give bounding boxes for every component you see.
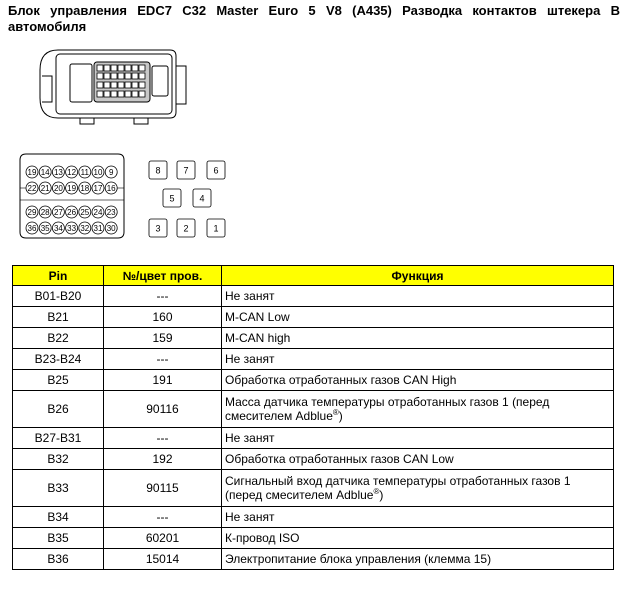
table-row — [13, 449, 614, 470]
table-row — [13, 549, 614, 570]
pin-number-label: 10 — [93, 168, 103, 177]
wire-cell: 160 — [104, 307, 222, 328]
function-cell — [222, 507, 614, 528]
table-row — [13, 528, 614, 549]
wire-cell: --- — [104, 428, 222, 449]
function-cell — [222, 549, 614, 570]
pin-number-label: 34 — [53, 224, 63, 233]
wire-cell: 90116 — [104, 391, 222, 428]
header-function: Функция — [222, 266, 614, 286]
pin-number-label: 5 — [169, 193, 175, 204]
pin-number-label: 33 — [67, 224, 77, 233]
wire-cell: 15014 — [104, 549, 222, 570]
pin-number-label: 30 — [106, 224, 116, 233]
pin-cell: B26 — [13, 391, 104, 428]
wire-cell: 60201 — [104, 528, 222, 549]
function-cell — [222, 307, 614, 328]
function-text: Не занят — [225, 289, 275, 303]
registered-mark: ® — [373, 487, 380, 496]
table-row — [13, 307, 614, 328]
table-row — [13, 507, 614, 528]
pin-number-label: 22 — [27, 184, 37, 193]
wire-cell: --- — [104, 286, 222, 307]
pin-number-label: 19 — [27, 168, 37, 177]
table-row — [13, 391, 614, 428]
function-cell — [222, 370, 614, 391]
wire-cell: 192 — [104, 449, 222, 470]
table-row — [13, 328, 614, 349]
function-text-tail: ) — [379, 488, 384, 502]
function-text: Масса датчика температуры отработанных газов 1 (перед смесителем Adblue — [225, 395, 550, 423]
pin-number-label: 20 — [53, 184, 63, 193]
function-text: Не занят — [225, 431, 275, 445]
function-cell — [222, 528, 614, 549]
header-pin: Pin — [13, 266, 104, 286]
pin-number-label: 32 — [80, 224, 90, 233]
pin-cell: B36 — [13, 549, 104, 570]
pin-number-label: 25 — [80, 208, 90, 217]
pin-cell: B34 — [13, 507, 104, 528]
function-cell — [222, 286, 614, 307]
pin-cell: B22 — [13, 328, 104, 349]
pin-cell: B21 — [13, 307, 104, 328]
pin-number-label: 8 — [155, 165, 161, 176]
pin-number-label: 21 — [40, 184, 50, 193]
registered-mark: ® — [332, 408, 339, 417]
function-cell — [222, 428, 614, 449]
table-row — [13, 428, 614, 449]
pin-number-label: 31 — [93, 224, 103, 233]
table-row — [13, 470, 614, 507]
connector-diagram — [0, 42, 627, 257]
right-pin-group — [149, 161, 225, 237]
pin-cell: B33 — [13, 470, 104, 507]
wire-cell: --- — [104, 349, 222, 370]
header-wire: №/цвет пров. — [104, 266, 222, 286]
function-text: M-CAN Low — [225, 310, 290, 324]
function-text: Обработка отработанных газов CAN High — [225, 373, 457, 387]
pin-number-label: 9 — [108, 168, 114, 177]
function-text-tail: ) — [338, 409, 343, 423]
pin-number-label: 6 — [213, 165, 219, 176]
function-text: Не занят — [225, 510, 275, 524]
pin-number-label: 3 — [155, 223, 161, 234]
pin-number-label: 18 — [80, 184, 90, 193]
pin-number-label: 7 — [183, 165, 189, 176]
pin-number-label: 1 — [213, 223, 219, 234]
table-row — [13, 370, 614, 391]
wire-cell: 90115 — [104, 470, 222, 507]
pin-table — [12, 265, 614, 570]
function-cell — [222, 349, 614, 370]
function-cell — [222, 470, 614, 507]
pin-number-label: 24 — [93, 208, 103, 217]
page-title: Блок управления EDC7 C32 Master Euro 5 V8 (A435) Разводка контактов штекера В автомобиля — [8, 3, 620, 34]
function-cell — [222, 328, 614, 349]
function-text: К-провод ISO — [225, 531, 300, 545]
pin-number-label: 19 — [67, 184, 77, 193]
function-cell — [222, 391, 614, 428]
pin-cell: B23-B24 — [13, 349, 104, 370]
pin-number-label: 12 — [67, 168, 77, 177]
pin-number-label: 13 — [53, 168, 63, 177]
function-text: M-CAN high — [225, 331, 291, 345]
pin-cell: B25 — [13, 370, 104, 391]
function-text: Электропитание блока управления (клемма 15) — [225, 552, 492, 566]
pin-number-label: 26 — [67, 208, 77, 217]
pin-number-label: 17 — [93, 184, 103, 193]
pin-cell: B35 — [13, 528, 104, 549]
pin-cell: B27-B31 — [13, 428, 104, 449]
pin-cell: B32 — [13, 449, 104, 470]
function-text: Не занят — [225, 352, 275, 366]
wire-cell: 191 — [104, 370, 222, 391]
table-row — [13, 286, 614, 307]
pin-number-label: 16 — [106, 184, 116, 193]
function-text: Сигнальный вход датчика температуры отработанных газов 1 (перед смесителем Adblue — [225, 474, 571, 502]
pin-number-label: 11 — [80, 168, 89, 177]
function-text: Обработка отработанных газов CAN Low — [225, 452, 454, 466]
pin-number-label: 36 — [27, 224, 37, 233]
pin-number-label: 27 — [53, 208, 63, 217]
pin-number-label: 14 — [40, 168, 50, 177]
pin-number-label: 2 — [183, 223, 189, 234]
pin-number-label: 23 — [106, 208, 116, 217]
pin-number-label: 35 — [40, 224, 50, 233]
wire-cell: 159 — [104, 328, 222, 349]
table-row — [13, 349, 614, 370]
function-cell — [222, 449, 614, 470]
pin-number-label: 29 — [27, 208, 37, 217]
pin-cell: B01-B20 — [13, 286, 104, 307]
wire-cell: --- — [104, 507, 222, 528]
pin-number-label: 4 — [199, 193, 205, 204]
table-header-row — [13, 266, 614, 286]
pin-number-label: 28 — [40, 208, 50, 217]
